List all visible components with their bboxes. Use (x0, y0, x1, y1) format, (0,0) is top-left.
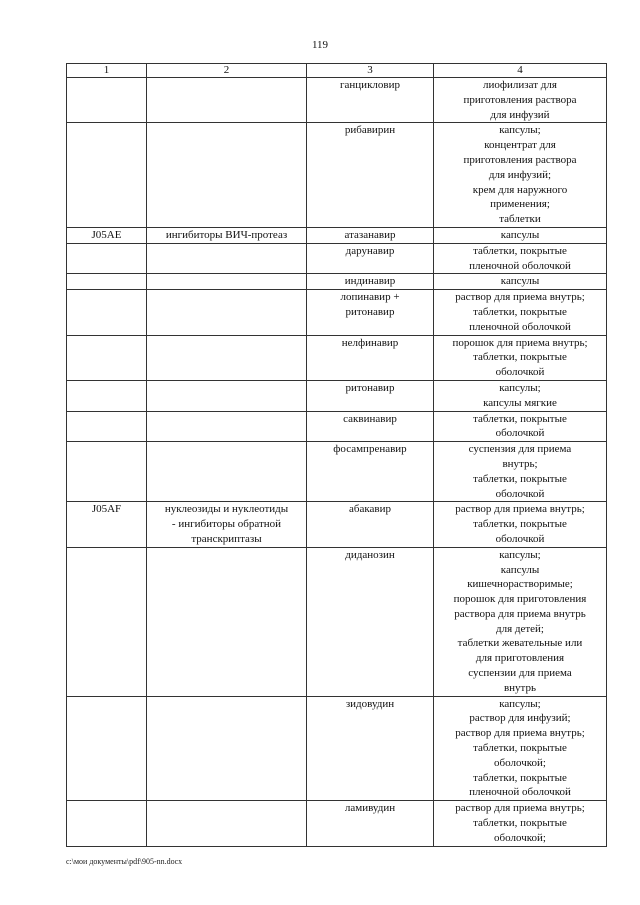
header-cell-4: 4 (434, 64, 607, 78)
group-name-cell (147, 335, 307, 380)
table-row (67, 547, 607, 696)
atc-code-cell (67, 380, 147, 411)
group-name-cell (147, 411, 307, 442)
drug-name-cell: абакавир (307, 502, 434, 547)
atc-code-cell: J05AF (67, 502, 147, 547)
dosage-form-cell: раствор для приема внутрь; таблетки, покрытые оболочкой; (434, 801, 607, 846)
dosage-form-cell: капсулы; капсулы кишечнорастворимые; порошок для приготовления раствора для приема внутрь для детей; таблетки жевательные или для приготовления суспензии для приема внутрь (434, 547, 607, 696)
group-name-cell (147, 801, 307, 846)
atc-code-cell (67, 78, 147, 123)
table-row (67, 380, 607, 411)
dosage-form-cell: лиофилизат для приготовления раствора для инфузий (434, 78, 607, 123)
dosage-form-cell: суспензия для приема внутрь; таблетки, покрытые оболочкой (434, 442, 607, 502)
atc-code-cell: J05AE (67, 227, 147, 243)
table-row (67, 801, 607, 846)
drug-name-cell: лопинавир + ритонавир (307, 290, 434, 335)
table-row (67, 696, 607, 801)
dosage-form-cell: раствор для приема внутрь; таблетки, покрытые оболочкой (434, 502, 607, 547)
table-row (67, 78, 607, 123)
drug-name-cell: ритонавир (307, 380, 434, 411)
header-cell-3: 3 (307, 64, 434, 78)
atc-code-cell (67, 547, 147, 696)
drug-name-cell: атазанавир (307, 227, 434, 243)
drug-name-cell: рибавирин (307, 123, 434, 228)
drug-name-cell: ганцикловир (307, 78, 434, 123)
atc-code-cell (67, 123, 147, 228)
file-path-footer: c:\мои документы\pdf\905-nn.docx (66, 857, 183, 866)
group-name-cell (147, 547, 307, 696)
dosage-form-cell: капсулы (434, 227, 607, 243)
drug-name-cell: саквинавир (307, 411, 434, 442)
group-name-cell (147, 442, 307, 502)
table-header-row (67, 64, 607, 78)
group-name-cell (147, 243, 307, 274)
dosage-form-cell: раствор для приема внутрь; таблетки, покрытые пленочной оболочкой (434, 290, 607, 335)
dosage-form-cell: капсулы (434, 274, 607, 290)
drug-name-cell: диданозин (307, 547, 434, 696)
table-row (67, 243, 607, 274)
atc-code-cell (67, 696, 147, 801)
group-name-cell (147, 123, 307, 228)
drug-name-cell: нелфинавир (307, 335, 434, 380)
dosage-form-cell: капсулы; капсулы мягкие (434, 380, 607, 411)
group-name-cell: ингибиторы ВИЧ-протеаз (147, 227, 307, 243)
dosage-form-cell: порошок для приема внутрь; таблетки, покрытые оболочкой (434, 335, 607, 380)
group-name-cell (147, 78, 307, 123)
atc-code-cell (67, 243, 147, 274)
group-name-cell (147, 274, 307, 290)
table-row (67, 442, 607, 502)
dosage-form-cell: таблетки, покрытые пленочной оболочкой (434, 243, 607, 274)
page-number: 119 (311, 39, 329, 51)
table-row (67, 502, 607, 547)
group-name-cell (147, 380, 307, 411)
group-name-cell (147, 696, 307, 801)
atc-code-cell (67, 801, 147, 846)
dosage-form-cell: таблетки, покрытые оболочкой (434, 411, 607, 442)
table-row (67, 290, 607, 335)
drug-name-cell: фосампренавир (307, 442, 434, 502)
group-name-cell (147, 290, 307, 335)
table-row (67, 335, 607, 380)
table-body (67, 64, 607, 847)
atc-code-cell (67, 442, 147, 502)
group-name-cell: нуклеозиды и нуклеотиды - ингибиторы обратной транскриптазы (147, 502, 307, 547)
drug-name-cell: дарунавир (307, 243, 434, 274)
header-cell-2: 2 (147, 64, 307, 78)
drug-table (66, 63, 607, 847)
dosage-form-cell: капсулы; раствор для инфузий; раствор для приема внутрь; таблетки, покрытые оболочкой; таблетки, покрытые пленочной оболочкой (434, 696, 607, 801)
table-row (67, 274, 607, 290)
drug-name-cell: зидовудин (307, 696, 434, 801)
table-row (67, 227, 607, 243)
atc-code-cell (67, 274, 147, 290)
drug-name-cell: индинавир (307, 274, 434, 290)
dosage-form-cell: капсулы; концентрат для приготовления раствора для инфузий; крем для наружного применения; таблетки (434, 123, 607, 228)
header-cell-1: 1 (67, 64, 147, 78)
table-row (67, 123, 607, 228)
atc-code-cell (67, 335, 147, 380)
drug-name-cell: ламивудин (307, 801, 434, 846)
atc-code-cell (67, 411, 147, 442)
atc-code-cell (67, 290, 147, 335)
table-row (67, 411, 607, 442)
